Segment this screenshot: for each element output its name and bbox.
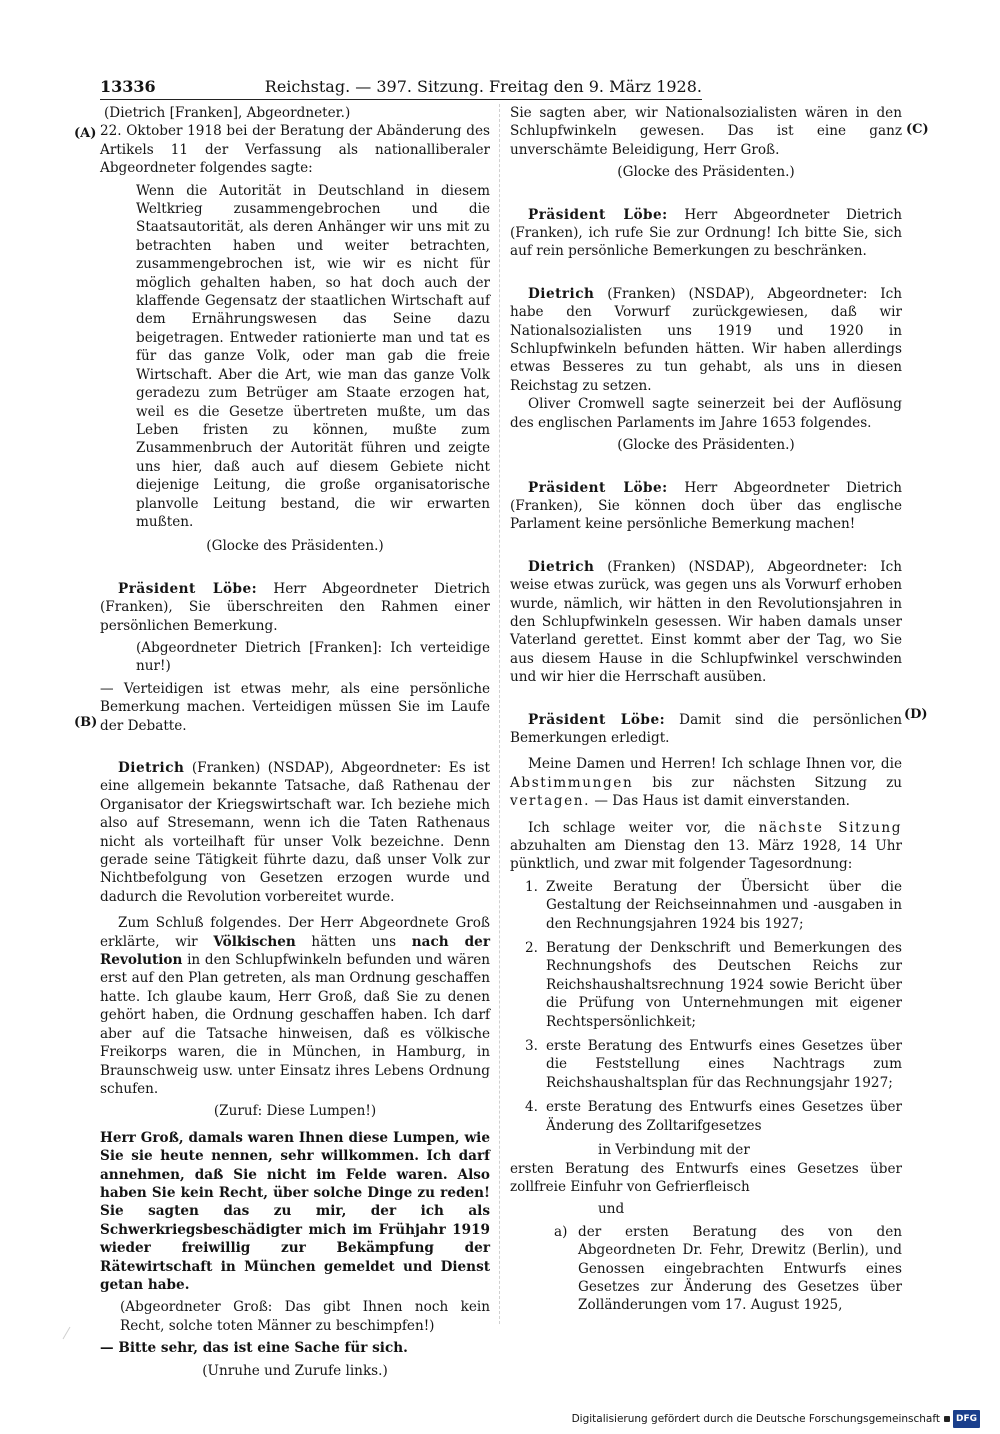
speaker-name: Präsident Löbe: — [528, 206, 668, 223]
speaker-name: Dietrich — [118, 760, 185, 776]
paragraph: — Verteidigen ist etwas mehr, als eine persönliche Bemerkung machen. Verteidigen müssen Sie im Laufe der Debatte. — [100, 680, 490, 734]
speaker-name: Dietrich — [528, 285, 595, 302]
speech-text: Herr Abgeordneter Dietrich (Franken), ich rufe Sie zur Ordnung! Ich bitte Sie, sich auf rein persönliche Bemerkungen zu beschränken. — [510, 206, 902, 260]
text-run: Zum Schluß folgendes. Der Herr Abgeordnete Groß erklärte, wir — [100, 915, 490, 950]
dfg-wordmark: DFG — [953, 1410, 980, 1428]
page-header — [100, 76, 702, 98]
stage-direction: (Zuruf: Diese Lumpen!) — [213, 1103, 377, 1120]
agenda-text: erste Beratung des Entwurfs eines Gesetzes über die Feststellung eines Nachtrags zum Reichshaushaltsplan für das Rechnungsjahr 1927; — [546, 1038, 902, 1091]
speaker-name: Präsident Löbe: — [528, 479, 668, 496]
paragraph — [510, 755, 902, 810]
speaker-name: Dietrich — [528, 558, 595, 575]
emphasis: nach der Revolution — [100, 933, 490, 969]
paragraph: 22. Oktober 1918 bei der Beratung der Abänderung des Artikels 11 der Verfassung als nationalliberaler Abgeordneter folgendes sagte: — [100, 123, 490, 177]
speaker-name: Präsident Löbe: — [528, 711, 666, 728]
right-column — [510, 104, 902, 1315]
stage-direction: (Glocke des Präsidenten.) — [617, 164, 795, 181]
subitem-letter: a) — [554, 1223, 568, 1240]
margin-marker-a: (A) — [74, 126, 97, 141]
speech-paragraph — [100, 580, 490, 635]
text-run: Ich schlage weiter vor, die — [528, 819, 759, 836]
speech-paragraph — [510, 206, 902, 261]
speech-text: (Franken) (NSDAP), Abgeordneter: Ich habe den Vorwurf zurückgewiesen, daß wir Nationalsozialisten uns 1919 und 1920 in Schlupfwinkeln befunden hätten. Wir haben allerdings etwas Besseres zu tun gehabt, als uns in diesen Reichstag zu setzen. — [510, 285, 902, 394]
agenda-number: 4. — [525, 1099, 538, 1116]
text-run: in den Schlupfwinkeln befunden und wären erst auf den Plan getreten, als man Ordnung geschaffen hatte. Ich glaube kaum, Herr Groß, daß Sie zu denen gehört haben, die Ordnung geschaffen haben. Ich darf aber auf die Tatsache hinweisen, daß es völkische Freikorps waren, die in München, in Hamburg, in Braunschweig usw. unter Einsatz ihres Lebens Ordnung schufen. — [100, 952, 490, 1097]
emphasis: Völkischen — [213, 933, 296, 950]
speech-text: Herr Abgeordneter Dietrich (Franken), Sie überschreiten den Rahmen einer persönlichen Bemerkung. — [100, 580, 490, 634]
text-run: Meine Damen und Herren! Ich schlage Ihnen vor, die — [528, 756, 902, 773]
interjection: (Abgeordneter Groß: Das gibt Ihnen noch kein Recht, solche toten Männer zu beschimpfen!) — [120, 1299, 490, 1334]
agenda-text: Zweite Beratung der Übersicht über die Gestaltung der Reichseinnahmen und -ausgaben in den Rechnungsjahren 1924 bis 1927; — [546, 878, 902, 932]
agenda-list — [510, 878, 902, 1135]
agenda-subtext: ersten Beratung des Entwurfs eines Gesetzes über zollfreie Einfuhr von Gefrierfleisch — [510, 1160, 902, 1195]
agenda-number: 3. — [525, 1038, 538, 1055]
margin-marker-b: (B) — [74, 715, 98, 730]
column-divider — [499, 104, 500, 1324]
footer-credit: Digitalisierung gefördert durch die Deutsche Forschungsgemeinschaft — [571, 1413, 940, 1425]
agenda-item — [510, 1037, 902, 1092]
speech-text: Herr Abgeordneter Dietrich (Franken), Sie können doch über das englische Parlament keine persönliche Bemerkung machen! — [510, 479, 902, 533]
paragraph: Sie sagten aber, wir Nationalsozialisten wären in den Schlupfwinkeln gewesen. Das ist eine ganz unverschämte Beleidigung, Herr Groß. — [510, 105, 902, 158]
paragraph — [100, 914, 490, 1098]
speech-paragraph — [510, 711, 902, 748]
stage-direction: (Unruhe und Zurufe links.) — [202, 1362, 388, 1379]
agenda-connector: in Verbindung mit der — [598, 1142, 750, 1159]
speaker-tag: (Dietrich [Franken], Abgeordneter.) — [104, 105, 351, 121]
text-run: — Das Haus ist damit einverstanden. — [590, 793, 850, 810]
speaker-name: Präsident Löbe: — [118, 580, 258, 597]
subitem-text: der ersten Beratung des von den Abgeordneten Dr. Fehr, Drewitz (Berlin), und Genossen eingebrachten Entwurfs eines Gesetzes zur Änderung des Gesetzes über Zolländerungen vom 17. August 1925, — [578, 1223, 902, 1314]
interjection: (Abgeordneter Dietrich [Franken]: Ich verteidige nur!) — [136, 639, 490, 675]
paragraph — [510, 819, 902, 874]
speech-paragraph — [510, 285, 902, 395]
stage-direction: (Glocke des Präsidenten.) — [206, 538, 384, 555]
margin-marker-c: (C) — [906, 122, 929, 137]
text-run: abzuhalten am Dienstag den 13. März 1928, 14 Uhr pünktlich, und zwar mit folgender Tagesordnung: — [510, 838, 902, 873]
left-column — [100, 104, 490, 1388]
paragraph: — Bitte sehr, das ist eine Sache für sich. — [100, 1340, 408, 1357]
agenda-text: Beratung der Denkschrift und Bemerkungen des Rechnungshofs des Deutschen Reichs zur Reichshaushaltsrechnung 1924 sowie Bericht über die Prüfung von Unternehmungen mit eigener Rechtspersönlichkeit; — [546, 940, 902, 1030]
agenda-number: 1. — [525, 878, 538, 895]
speech-paragraph — [100, 759, 490, 906]
agenda-subitem — [554, 1223, 902, 1315]
speech-text: (Franken) (NSDAP), Abgeordneter: Es ist eine allgemein bekannte Tatsache, daß Rathenau der Organisator der Kriegswirtschaft war. Ich beziehe mich also auf Stresemann, wenn ich die Taten Rathenaus nicht als vorteilhaft für unser Volk bezeichne. Denn gerade seine Tätigkeit führte dazu, daß unser Volk zur Nichtbefolgung von Gesetzen erzogen wurde und dadurch die Revolution vorbereitet wurde. — [100, 760, 490, 905]
spaced-emphasis: nächste Sitzung — [758, 819, 902, 836]
stage-direction: (Glocke des Präsidenten.) — [617, 437, 795, 454]
agenda-number: 2. — [525, 940, 538, 957]
margin-marker-d: (D) — [904, 707, 928, 722]
spaced-emphasis: vertagen. — [510, 793, 591, 810]
page-number: 13336 — [100, 77, 156, 96]
paragraph: Herr Groß, damals waren Ihnen diese Lumpen, wie Sie sie heute nennen, sehr willkommen. Ich darf annehmen, daß Sie nicht im Felde waren. Also haben Sie kein Recht, über solche Dinge zu reden! Sie sagten das zu mir, der ich als Schwerkriegsbeschädigter mich im Frühjahr 1919 wieder freiwillig zur Bekämpfung der Rätewirtschaft in München gemeldet und Dienst getan habe. — [100, 1129, 490, 1293]
header-rule — [100, 99, 702, 100]
agenda-item — [510, 939, 902, 1031]
quotation: Wenn die Autorität in Deutschland in diesem Weltkrieg zusammengebrochen und die Staatsautorität, als deren Anhänger wir uns mit zu betrachten haben und weiter betrachten, zusammengebrochen ist, wie wir es nicht für möglich gehalten haben, so hat doch auch der klaffende Gegensatz der staatlichen Wirtschaft auf dem Ernährungswesen das Seine dazu beigetragen. Entweder rationierte man und tat es für das ganze Volk, oder man gab die freie Wirtschaft. Aber die Art, wie man das ganze Volk geradezu zum Betrüger am Staate erzogen hat, weil es die Gesetze übertreten mußte, um das Leben fristen zu können, mußte zum Zusammenbruch der Autorität führen und zeigte uns hier, daß auch auf diesem Gebiete nicht diejenige Leitung, die große organisatorische planvolle Leitung bestand, die wir erwarten mußten. — [136, 182, 490, 530]
agenda-item — [510, 878, 902, 933]
agenda-item — [510, 1098, 902, 1135]
digitization-footer — [560, 1411, 980, 1427]
speech-paragraph — [510, 479, 902, 534]
logo-mark-icon — [944, 1416, 950, 1422]
agenda-text: erste Beratung des Entwurfs eines Gesetzes über Änderung des Zolltarifgesetzes — [546, 1099, 902, 1134]
paragraph: Oliver Cromwell sagte seinerzeit bei der Auflösung des englischen Parlaments im Jahre 1653 folgendes. — [510, 396, 902, 431]
agenda-connector: und — [598, 1201, 625, 1218]
speech-text: (Franken) (NSDAP), Abgeordneter: Ich weise etwas zurück, was gegen uns als Vorwurf erhoben wurde, nämlich, wir hätten in den Revolutionsjahren in den Schlupfwinkeln gesessen. Wir haben damals unser Vaterland gerettet. Einst kommt aber der Tag, wo Sie aus diesem Hause in die Schlupfwinkel verschwinden und wir hier die Herrschaft ausüben. — [510, 558, 902, 686]
scan-mark — [63, 1327, 71, 1340]
text-run: bis zur nächsten Sitzung zu — [633, 774, 902, 791]
spaced-emphasis: Abstimmungen — [510, 774, 634, 791]
running-title: Reichstag. — 397. Sitzung. Freitag den 9. März 1928. — [264, 77, 702, 96]
text-run: hätten uns — [295, 933, 412, 950]
speech-text: Damit sind die persönlichen Bemerkungen erledigt. — [510, 711, 902, 746]
dfg-logo — [944, 1410, 980, 1428]
speech-paragraph — [510, 558, 902, 687]
